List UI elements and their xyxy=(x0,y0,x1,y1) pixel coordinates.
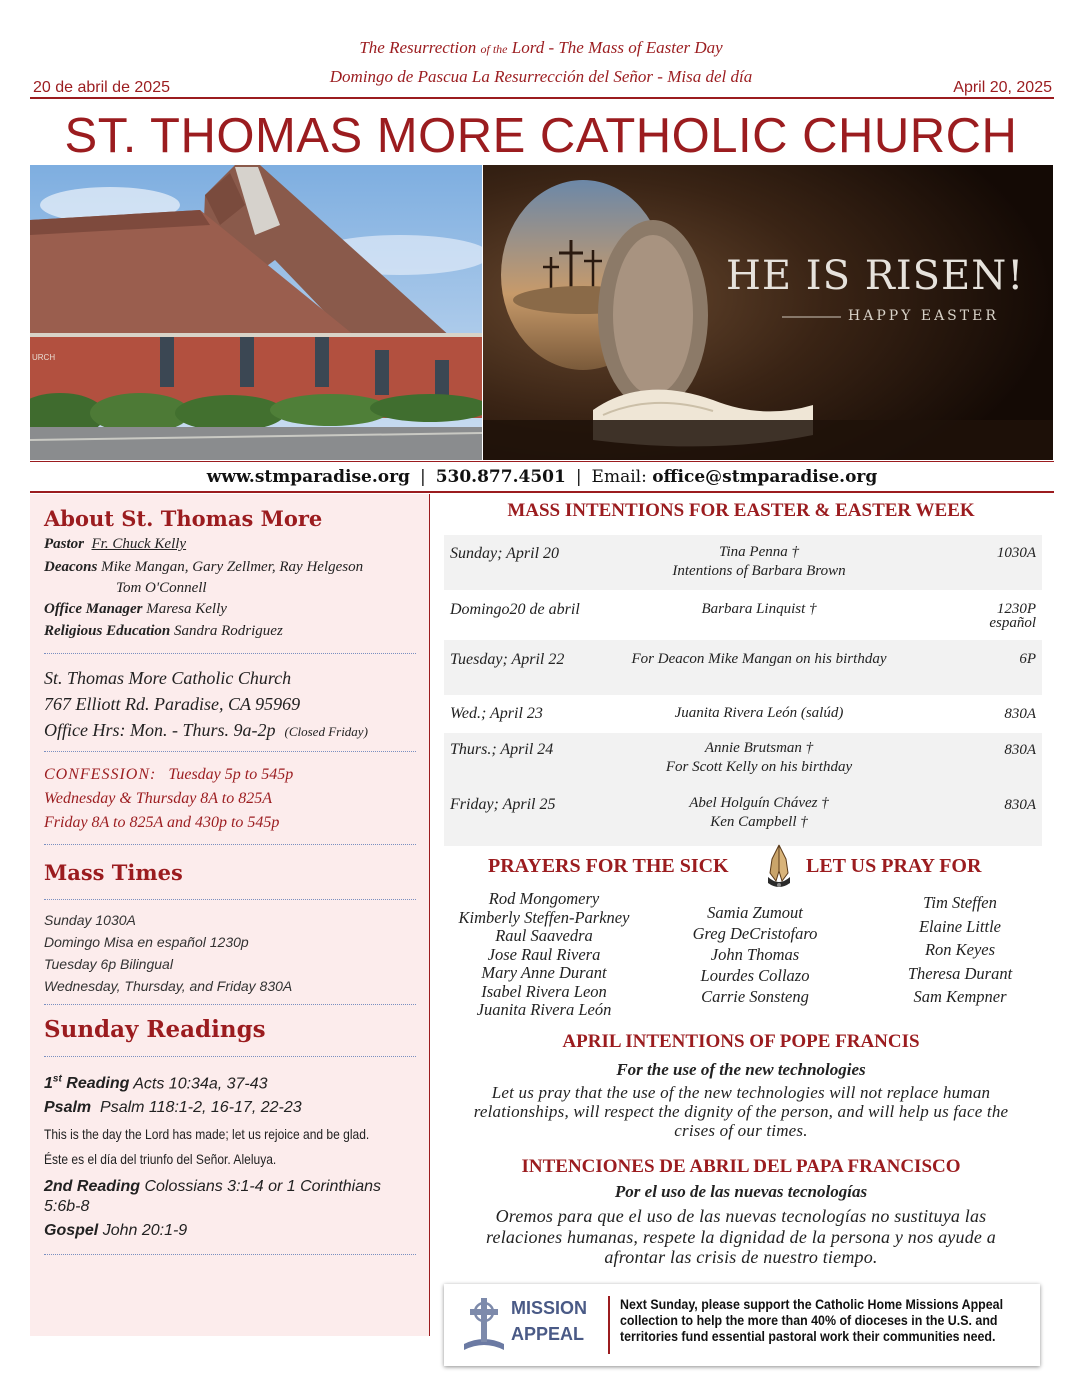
mission-logo-word-2: APPEAL xyxy=(511,1324,585,1344)
left-info-column xyxy=(30,494,430,1336)
divider xyxy=(44,1004,416,1005)
office-hours: Office Hrs: Mon. - Thurs. 9a-2p (Closed Friday) xyxy=(44,720,368,740)
divider xyxy=(44,899,416,900)
website-link[interactable]: www.stmparadise.org xyxy=(206,467,410,487)
email-link[interactable]: office@stmparadise.org xyxy=(652,467,878,487)
happy-easter-text: HAPPY EASTER xyxy=(848,308,999,324)
mass-title-es: Domingo de Pascua La Resurrección del Señor - Misa del día xyxy=(329,67,753,86)
list-item: John Thomas xyxy=(710,945,800,964)
easter-image xyxy=(483,165,1053,460)
list-item: Elaine Little xyxy=(918,916,1002,936)
prayers-sick-heading: PRAYERS FOR THE SICK xyxy=(488,855,729,877)
deacons-line-2: Tom O'Connell xyxy=(116,580,207,596)
mass-intentions-heading: MASS INTENTIONS FOR EASTER & EASTER WEEK xyxy=(507,500,975,521)
church-name: ST. THOMAS MORE CATHOLIC CHURCH xyxy=(64,109,1018,163)
list-item: Theresa Durant xyxy=(907,963,1013,983)
mass-times-heading: Mass Times xyxy=(44,860,183,885)
pope-intentions-text: Let us pray that the use of the new technologies will not replace human relationships, will respect the dignity of the person, and will help us face the crises of our times. xyxy=(473,1083,1009,1140)
table-row: Friday; April 25 Abel Holguín Chávez † Ken Campbell † 830A xyxy=(444,788,1042,846)
mission-divider xyxy=(608,1296,610,1354)
mass-time-3: Tuesday 6p Bilingual xyxy=(44,956,173,972)
phone-number[interactable]: 530.877.4501 xyxy=(435,467,566,487)
intenciones-heading: INTENCIONES DE ABRIL DEL PAPA FRANCISCO xyxy=(521,1156,961,1177)
list-item: Carrie Sonsteng xyxy=(701,987,809,1006)
mass-time-2: Domingo Misa en español 1230p xyxy=(44,934,249,950)
list-item: Tim Steffen xyxy=(923,893,997,912)
pope-intentions-heading: APRIL INTENTIONS OF POPE FRANCIS xyxy=(562,1031,920,1052)
cross-logo-icon xyxy=(458,1294,510,1356)
table-row: Domingo20 de abril Barbara Linquist † 1230P español xyxy=(444,590,1042,640)
mission-appeal-text: Next Sunday, please support the Catholic Home Missions Appeal collection to help the more than 40% of dioceses in the U.S. and territories fund essential pastoral work their communities need. xyxy=(620,1297,1004,1344)
list-item: Isabel Rivera Leon xyxy=(481,981,607,1001)
pray-for-names-col xyxy=(880,891,1040,1009)
mass-time-4: Wednesday, Thursday, and Friday 830A xyxy=(44,978,293,994)
list-item: Rod Mongomery xyxy=(488,889,600,908)
confession-line-3: Friday 8A to 825A and 430p to 545p xyxy=(44,814,280,831)
pope-intentions-subtitle: For the use of the new technologies xyxy=(616,1060,866,1079)
psalm-response-en: This is the day the Lord has made; let us rejoice and be glad. xyxy=(44,1126,370,1142)
deacons-line: Deacons Mike Mangan, Gary Zellmer, Ray Helgeson xyxy=(44,559,364,575)
sick-names-col-1 xyxy=(444,890,644,1020)
religious-ed-line: Religious Education Sandra Rodriguez xyxy=(44,623,283,639)
about-heading: About St. Thomas More xyxy=(44,506,323,531)
mission-logo-word-1: MISSION xyxy=(511,1298,588,1318)
divider xyxy=(44,751,416,752)
first-reading: 1st Reading Acts 10:34a, 37-43 xyxy=(44,1074,268,1093)
pastor-line: Pastor Fr. Chuck Kelly xyxy=(44,536,187,552)
gospel: Gospel John 20:1-9 xyxy=(44,1222,188,1239)
table-row: Wed.; April 23 Juanita Rivera León (salúd) 830A xyxy=(444,695,1042,733)
date-spanish: 20 de abril de 2025 xyxy=(33,79,170,96)
psalm: Psalm Psalm 118:1-2, 16-17, 22-23 xyxy=(44,1099,302,1116)
list-item: Samia Zumout xyxy=(707,903,803,922)
he-is-risen-text: HE IS RISEN! xyxy=(726,253,1025,299)
let-us-pray-heading: LET US PRAY FOR xyxy=(806,855,982,877)
praying-hands-icon xyxy=(760,843,798,891)
church-sign-text: URCH xyxy=(32,353,56,362)
sick-names-col-2 xyxy=(670,902,840,1007)
second-reading: 2nd Reading Colossians 3:1-4 or 1 Corinthians xyxy=(44,1178,382,1195)
contact-bar: www.stmparadise.org | 530.877.4501 | Email: office@stmparadise.org xyxy=(206,467,878,487)
table-row: Thurs.; April 24 Annie Brutsman † For Scott Kelly on his birthday 830A xyxy=(444,733,1042,788)
psalm-response-es: Éste es el día del triunfo del Señor. Aleluya. xyxy=(44,1151,277,1167)
header-rule xyxy=(30,97,1054,99)
intenciones-subtitle: Por el uso de las nuevas tecnologías xyxy=(614,1182,868,1201)
office-manager-line: Office Manager Maresa Kelly xyxy=(44,601,227,617)
mass-time-1: Sunday 1030A xyxy=(44,912,136,928)
list-item: Sam Kempner xyxy=(913,987,1007,1006)
table-row: Tuesday; April 22 For Deacon Mike Mangan on his birthday 6P xyxy=(444,640,1042,695)
list-item: Greg DeCristofaro xyxy=(692,924,818,943)
divider xyxy=(44,844,416,845)
confession-line-1: CONFESSION: Tuesday 5p to 545p xyxy=(44,766,294,783)
table-row: Sunday; April 20 Tina Penna † Intentions of Barbara Brown 1030A xyxy=(444,535,1042,590)
list-item: Raul Saavedra xyxy=(495,926,593,945)
list-item: Juanita Rivera León xyxy=(476,1000,612,1019)
address-line-2: 767 Elliott Rd. Paradise, CA 95969 xyxy=(44,694,301,714)
divider xyxy=(44,653,416,654)
date-english: April 20, 2025 xyxy=(953,79,1052,96)
email-label: Email: xyxy=(591,467,653,487)
list-item: Jose Raul Rivera xyxy=(487,944,601,964)
contact-rule xyxy=(30,491,1054,493)
list-item: Lourdes Collazo xyxy=(700,966,810,985)
divider xyxy=(44,1056,416,1057)
intenciones-text: Oremos para que el uso de las nuevas tecnologías no sustituya las relaciones humanas, respete la dignidad de la persona y nos ayude a afrontar las crisis de nuestro tiempo. xyxy=(486,1206,996,1267)
readings-heading: Sunday Readings xyxy=(44,1016,266,1043)
mass-title-en: The Resurrection of the Lord - The Mass of Easter Day xyxy=(359,38,723,57)
mission-appeal-box xyxy=(444,1284,1040,1366)
list-item: Ron Keyes xyxy=(924,940,996,959)
second-reading-cont: 5:6b-8 xyxy=(44,1198,90,1215)
divider xyxy=(44,1254,416,1255)
church-photo xyxy=(30,165,482,460)
list-item: Mary Anne Durant xyxy=(481,963,607,982)
confession-line-2: Wednesday & Thursday 8A to 825A xyxy=(44,790,272,807)
list-item: Kimberly Steffen-Parkney xyxy=(458,907,630,927)
address-line-1: St. Thomas More Catholic Church xyxy=(44,668,292,688)
